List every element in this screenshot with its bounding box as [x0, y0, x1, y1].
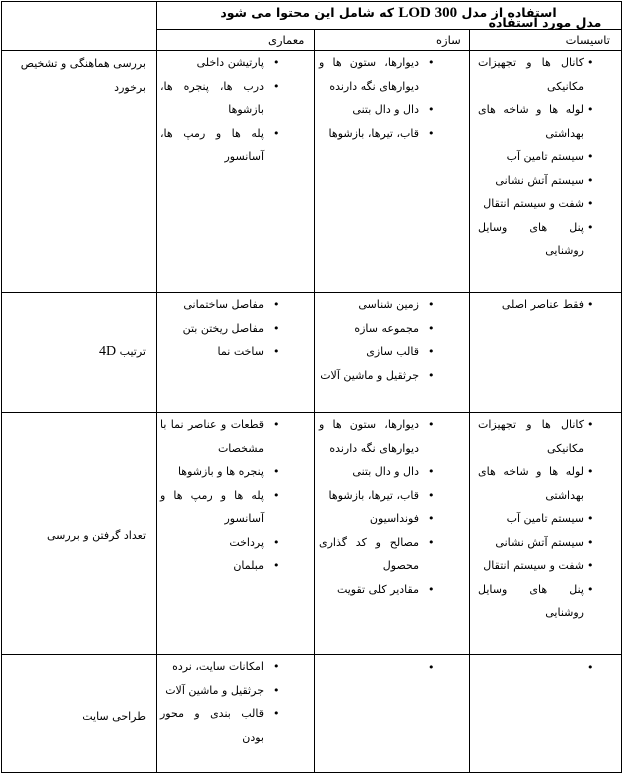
bullet-icon: • [428, 512, 435, 525]
bullet-icon: • [587, 535, 594, 549]
row3-architecture [160, 413, 264, 578]
list-item: مفاصل ساختمانی [183, 298, 264, 311]
bullet-icon: • [428, 661, 435, 674]
bullet-icon: • [587, 103, 594, 116]
bullet-icon: • [587, 512, 594, 525]
col-divider-arch [314, 30, 315, 772]
bullet-icon: • [428, 368, 435, 382]
list-item: پارتیشن داخلی [196, 56, 264, 69]
bullet-icon: • [587, 661, 594, 674]
main-header-prefix: استفاده از مدل [461, 5, 557, 20]
bullet-icon: • [273, 707, 280, 720]
list-item: امکانات سایت، نرده [172, 660, 264, 673]
use-4d-prefix: ترتیب [119, 345, 146, 358]
bullet-icon: • [587, 298, 594, 311]
list-item: سیستم تامین آب [506, 512, 584, 525]
bullet-icon: • [428, 321, 435, 335]
list-item: لوله ها و شاخه های بهداشتی [478, 465, 584, 502]
list-item: پنجره ها و بازشوها [177, 465, 264, 478]
bullet-icon: • [428, 535, 435, 549]
bullet-icon: • [273, 683, 280, 697]
list-item: قالب سازی [366, 345, 419, 358]
list-item: لوله ها و شاخه های بهداشتی [478, 103, 584, 140]
row2-architecture [160, 293, 264, 364]
col-divider-use [156, 2, 157, 772]
row1-installations [478, 51, 584, 263]
use-4d-sequencing [6, 340, 146, 364]
bullet-icon: • [273, 79, 280, 93]
use-coordination: بررسی هماهنگی و تشخیص برخورد [20, 57, 146, 94]
bullet-icon: • [273, 56, 280, 69]
list-item: مصالح و کد گذاری محصول [319, 535, 419, 572]
list-item: جرثقیل و ماشین آلات [165, 683, 264, 697]
list-item: دیوارها، ستون ها و دیوارهای نگه دارنده [319, 56, 419, 93]
bullet-icon: • [587, 150, 594, 163]
list-item: سیستم تامین آب [506, 150, 584, 163]
row2-installations [478, 293, 584, 317]
list-item: سیستم آتش نشانی [495, 535, 584, 549]
bullet-icon: • [273, 559, 280, 572]
bullet-icon: • [587, 559, 594, 572]
list-item: فقط عناصر اصلی [501, 298, 584, 311]
list-item: دیوارها، ستون ها و دیوارهای نگه دارنده [319, 418, 419, 455]
list-item: قطعات و عناصر نما با مشخصات [160, 418, 264, 455]
bullet-icon: • [273, 488, 280, 502]
bullet-icon: • [587, 220, 594, 234]
list-item: پنل های وسایل روشنایی [478, 582, 584, 619]
bullet-icon: • [273, 465, 280, 478]
bullet-icon: • [428, 465, 435, 478]
row3-installations [478, 413, 584, 625]
use-4d-number: 4D [99, 344, 117, 359]
list-item: دال و دال بتنی [352, 103, 419, 116]
structure-column-header: سازه [436, 33, 461, 47]
architecture-column-header: معماری [268, 33, 305, 47]
list-item: شفت و سیستم انتقال [483, 559, 584, 572]
bullet-icon: • [428, 345, 435, 358]
bullet-icon: • [587, 173, 594, 187]
bullet-icon: • [273, 345, 280, 358]
bullet-icon: • [428, 488, 435, 502]
row4-architecture [160, 655, 264, 749]
list-item: مفاصل ریختن بتن [182, 321, 264, 335]
list-item: فونداسیون [369, 512, 419, 525]
bullet-icon: • [428, 126, 435, 140]
list-item: قاب، تیرها، بازشوها [328, 488, 419, 502]
bullet-icon: • [587, 56, 594, 69]
bullet-icon: • [587, 197, 594, 210]
row3-structure [319, 413, 419, 601]
list-item: سیستم آتش نشانی [495, 173, 584, 187]
list-item: دال و دال بتنی [352, 465, 419, 478]
bullet-icon: • [273, 535, 280, 549]
list-item: پله ها و رمپ ها، آسانسور [160, 126, 264, 163]
bullet-icon: • [273, 660, 280, 673]
bullet-icon: • [273, 418, 280, 431]
list-item: پرداخت [229, 535, 264, 549]
bullet-icon: • [428, 103, 435, 116]
list-item: قاب، تیرها، بازشوها [328, 126, 419, 140]
list-item: زمین شناسی [358, 298, 419, 311]
list-item: ساخت نما [217, 345, 264, 358]
row-divider-3 [2, 654, 621, 655]
row2-structure [319, 293, 419, 387]
list-item: کانال ها و تجهیزات مکانیکی [478, 56, 584, 93]
bullet-icon: • [587, 418, 594, 431]
row1-structure [319, 51, 419, 145]
bullet-icon: • [587, 582, 594, 596]
bullet-icon: • [273, 126, 280, 140]
use-quantity-takeoff: تعداد گرفتن و بررسی [47, 529, 146, 542]
use-site-design: طراحی سایت [82, 710, 146, 723]
use-column-header: مدل مورد استفاده [488, 15, 602, 30]
list-item: درب ها، پنجره ها، بازشوها [160, 79, 264, 116]
list-item: کانال ها و تجهیزات مکانیکی [478, 418, 584, 455]
row1-architecture [160, 51, 264, 169]
bullet-icon: • [428, 298, 435, 311]
bullet-icon: • [273, 298, 280, 311]
main-header-lod: LOD 300 [398, 5, 458, 21]
list-item: شفت و سیستم انتقال [483, 197, 584, 210]
main-header-suffix: که شامل این محتوا می شود [220, 5, 394, 20]
list-item: پله ها و رمپ ها و آسانسور [160, 488, 264, 525]
bullet-icon: • [428, 418, 435, 431]
bullet-icon: • [428, 582, 435, 596]
installations-header-label: تاسیسات [565, 33, 610, 47]
list-item: مجموعه سازه [354, 321, 419, 335]
bullet-icon: • [428, 56, 435, 69]
list-item: مقادیر کلی تقویت [336, 582, 419, 596]
list-item: پنل های وسایل روشنایی [478, 220, 584, 257]
col-divider-struct [469, 30, 470, 772]
list-item: مبلمان [233, 559, 264, 572]
list-item: قالب بندی و محور بودن [160, 707, 264, 744]
bullet-icon: • [273, 321, 280, 335]
list-item: جرثقیل و ماشین آلات [320, 368, 419, 382]
bullet-icon: • [587, 465, 594, 478]
